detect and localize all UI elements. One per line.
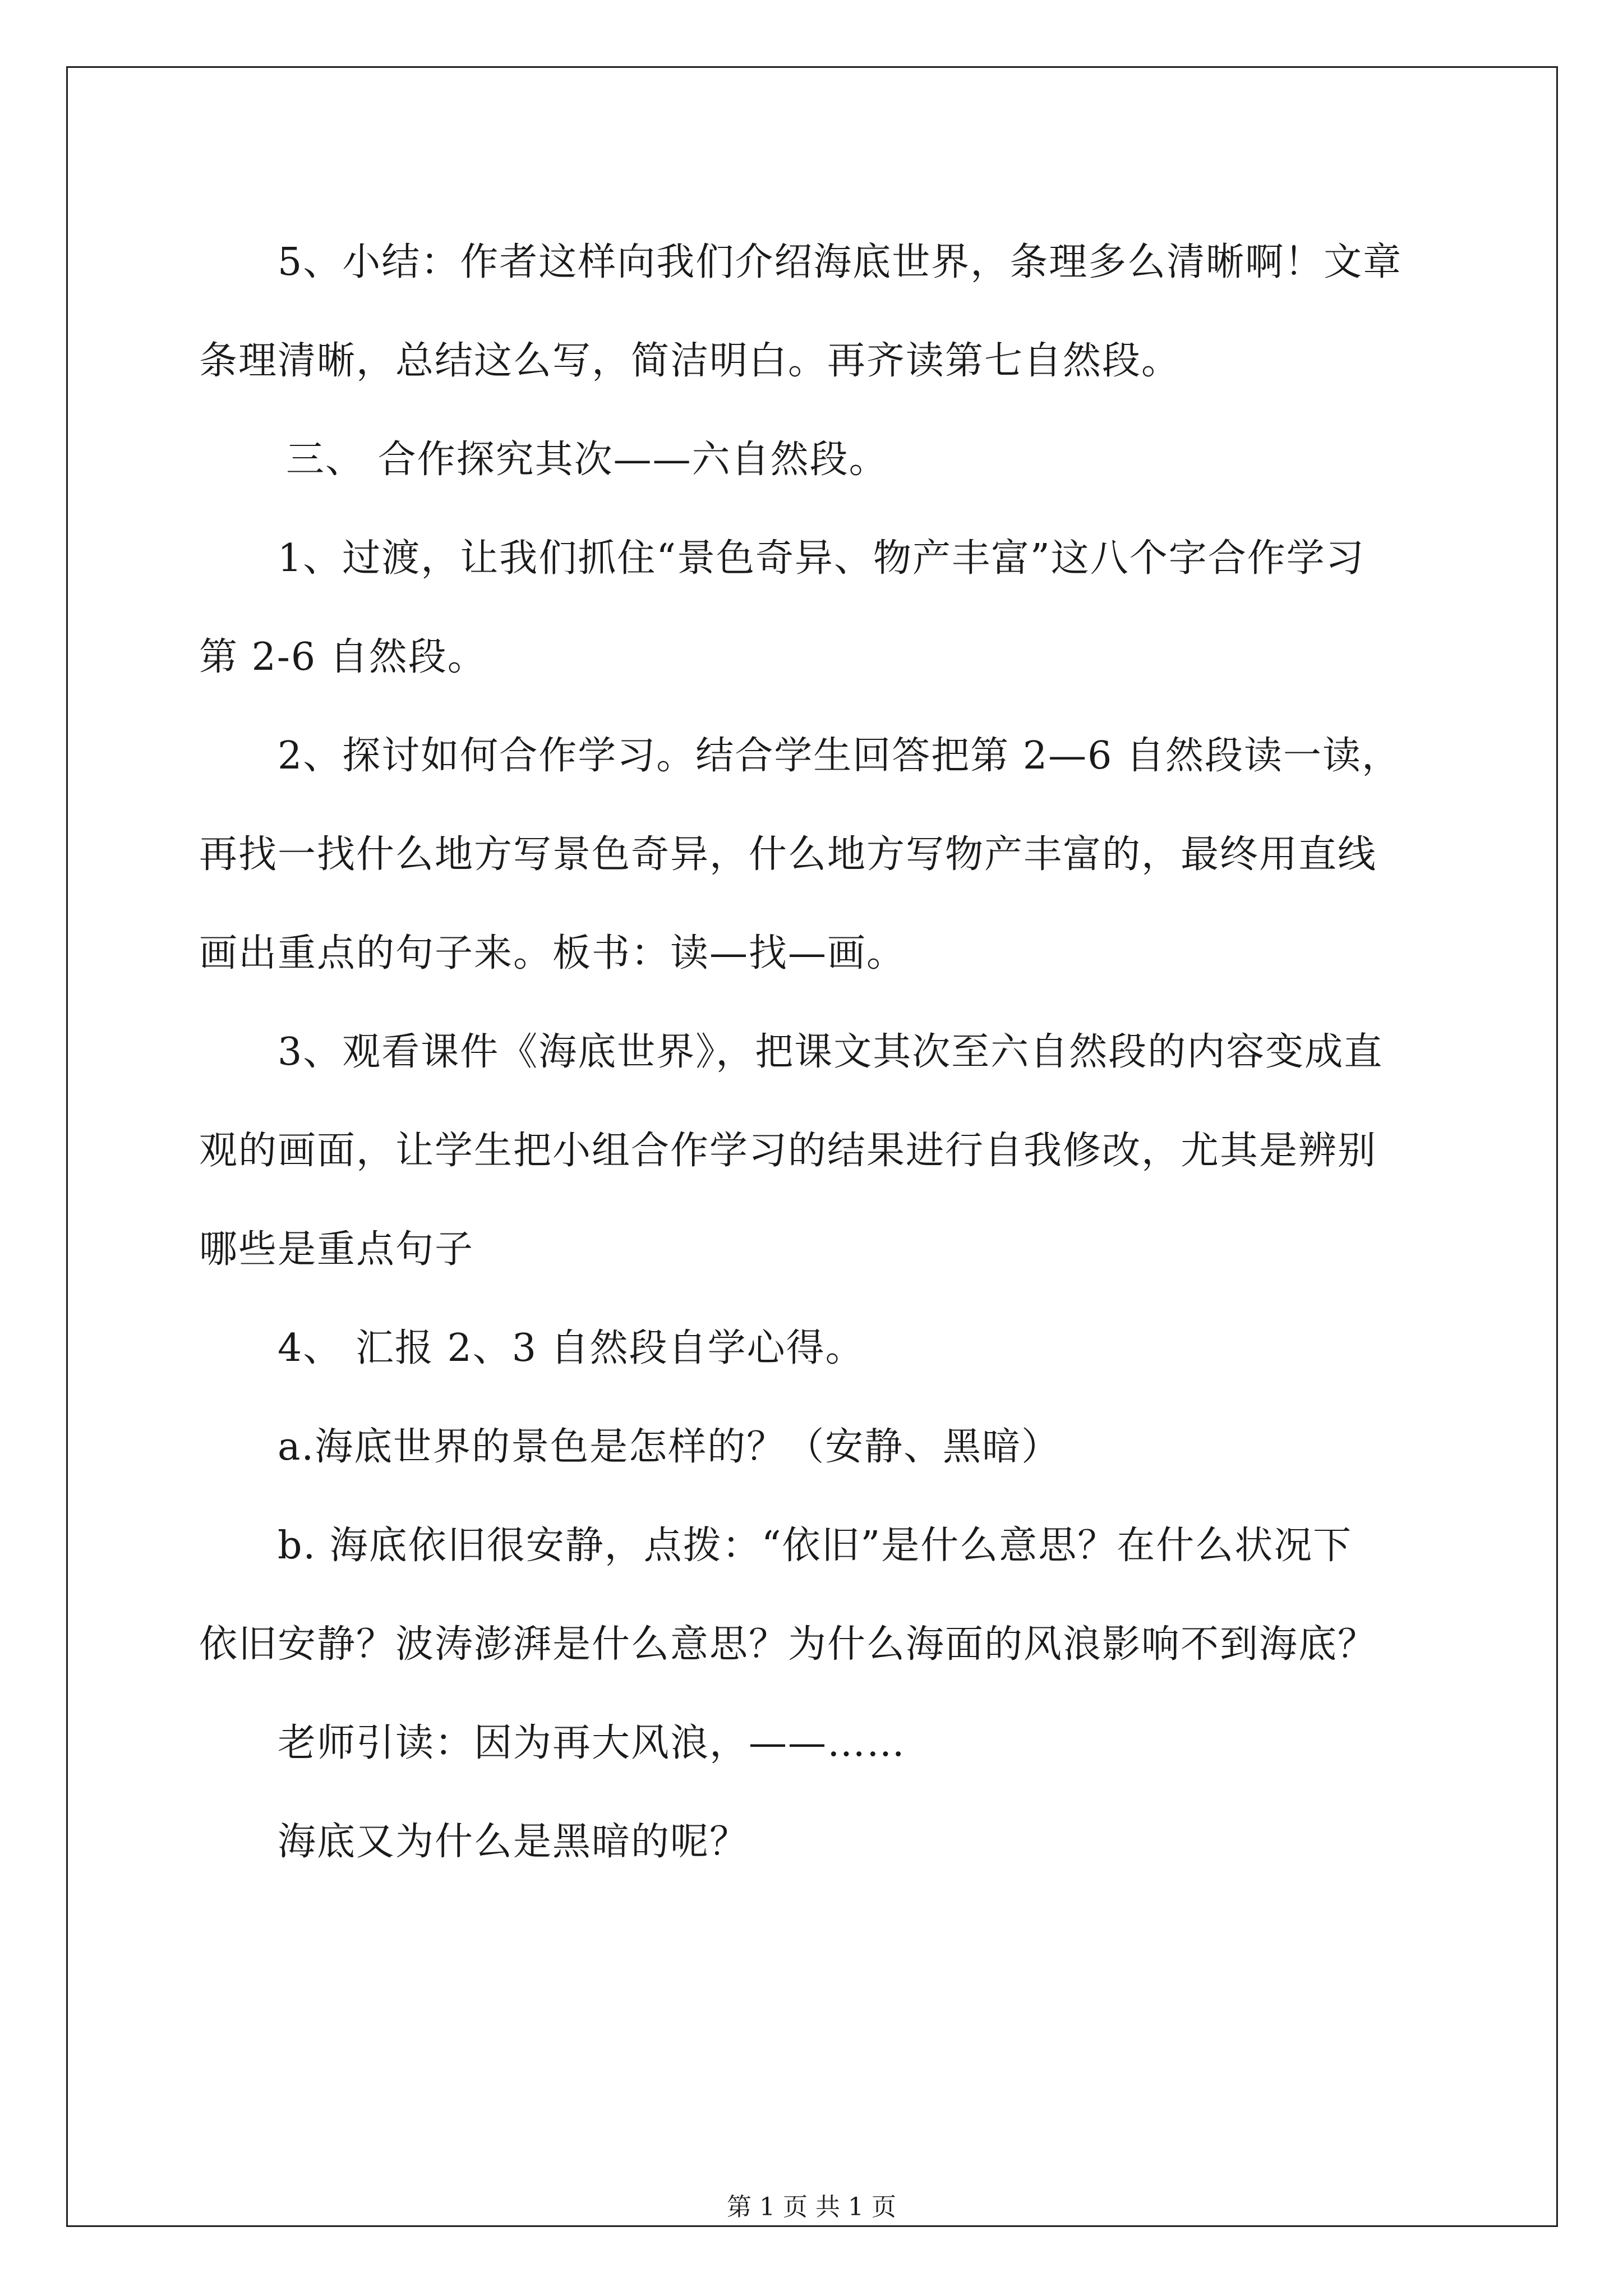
text-line: 画出重点的句子来。板书：读—找—画。: [199, 931, 906, 976]
paragraph-darkness-question: [199, 1793, 1422, 1892]
text-line: a.海底世界的景色是怎样的？（安静、黑暗）: [278, 1425, 1061, 1469]
paragraph-question-a: [199, 1398, 1422, 1497]
paragraph-report: [199, 1299, 1422, 1398]
text-line: 1、过渡，让我们抓住“景色奇异、物产丰富”这八个字合作学习: [278, 536, 1365, 581]
text-line: 条理清晰，总结这么写，简洁明白。再齐读第七自然段。: [199, 339, 1181, 383]
text-line: 2、探讨如何合作学习。结合学生回答把第 2—6 自然段读一读，: [278, 734, 1401, 778]
paragraph-courseware: [199, 1003, 1422, 1299]
paragraph-summary: [199, 213, 1422, 411]
text-line: 4、 汇报 2、3 自然段自学心得。: [278, 1326, 865, 1370]
text-line: 依旧安静？波涛澎湃是什么意思？为什么海面的风浪影响不到海底？: [199, 1622, 1377, 1667]
text-line: 5、小结：作者这样向我们介绍海底世界，条理多么清晰啊！文章: [278, 240, 1403, 284]
paragraph-teacher-reading: [199, 1694, 1422, 1793]
page-number-footer: 第 1 页 共 1 页: [727, 2193, 896, 2221]
text-line: b. 海底依旧很安静，点拨：“依旧”是什么意思？在什么状况下: [278, 1524, 1353, 1568]
paragraph-section-heading: [199, 411, 1422, 509]
text-line: 海底又为什么是黑暗的呢？: [278, 1820, 749, 1864]
text-line: 3、观看课件《海底世界》，把课文其次至六自然段的内容变成直: [278, 1030, 1384, 1074]
text-line: 再找一找什么地方写景色奇异，什么地方写物产丰富的，最终用直线: [199, 832, 1377, 877]
document-body: [199, 213, 1422, 1892]
paragraph-question-b: [199, 1497, 1422, 1694]
text-line: 第 2-6 自然段。: [199, 635, 487, 679]
paragraph-discussion: [199, 707, 1422, 1003]
text-line: 观的画面，让学生把小组合作学习的结果进行自我修改，尤其是辨别: [199, 1129, 1377, 1173]
text-line: 哪些是重点句子: [199, 1227, 474, 1272]
section-heading: 三、 合作探究其次——六自然段。: [286, 438, 888, 482]
text-line: 老师引读：因为再大风浪，——……: [278, 1721, 906, 1765]
paragraph-transition: [199, 509, 1422, 707]
